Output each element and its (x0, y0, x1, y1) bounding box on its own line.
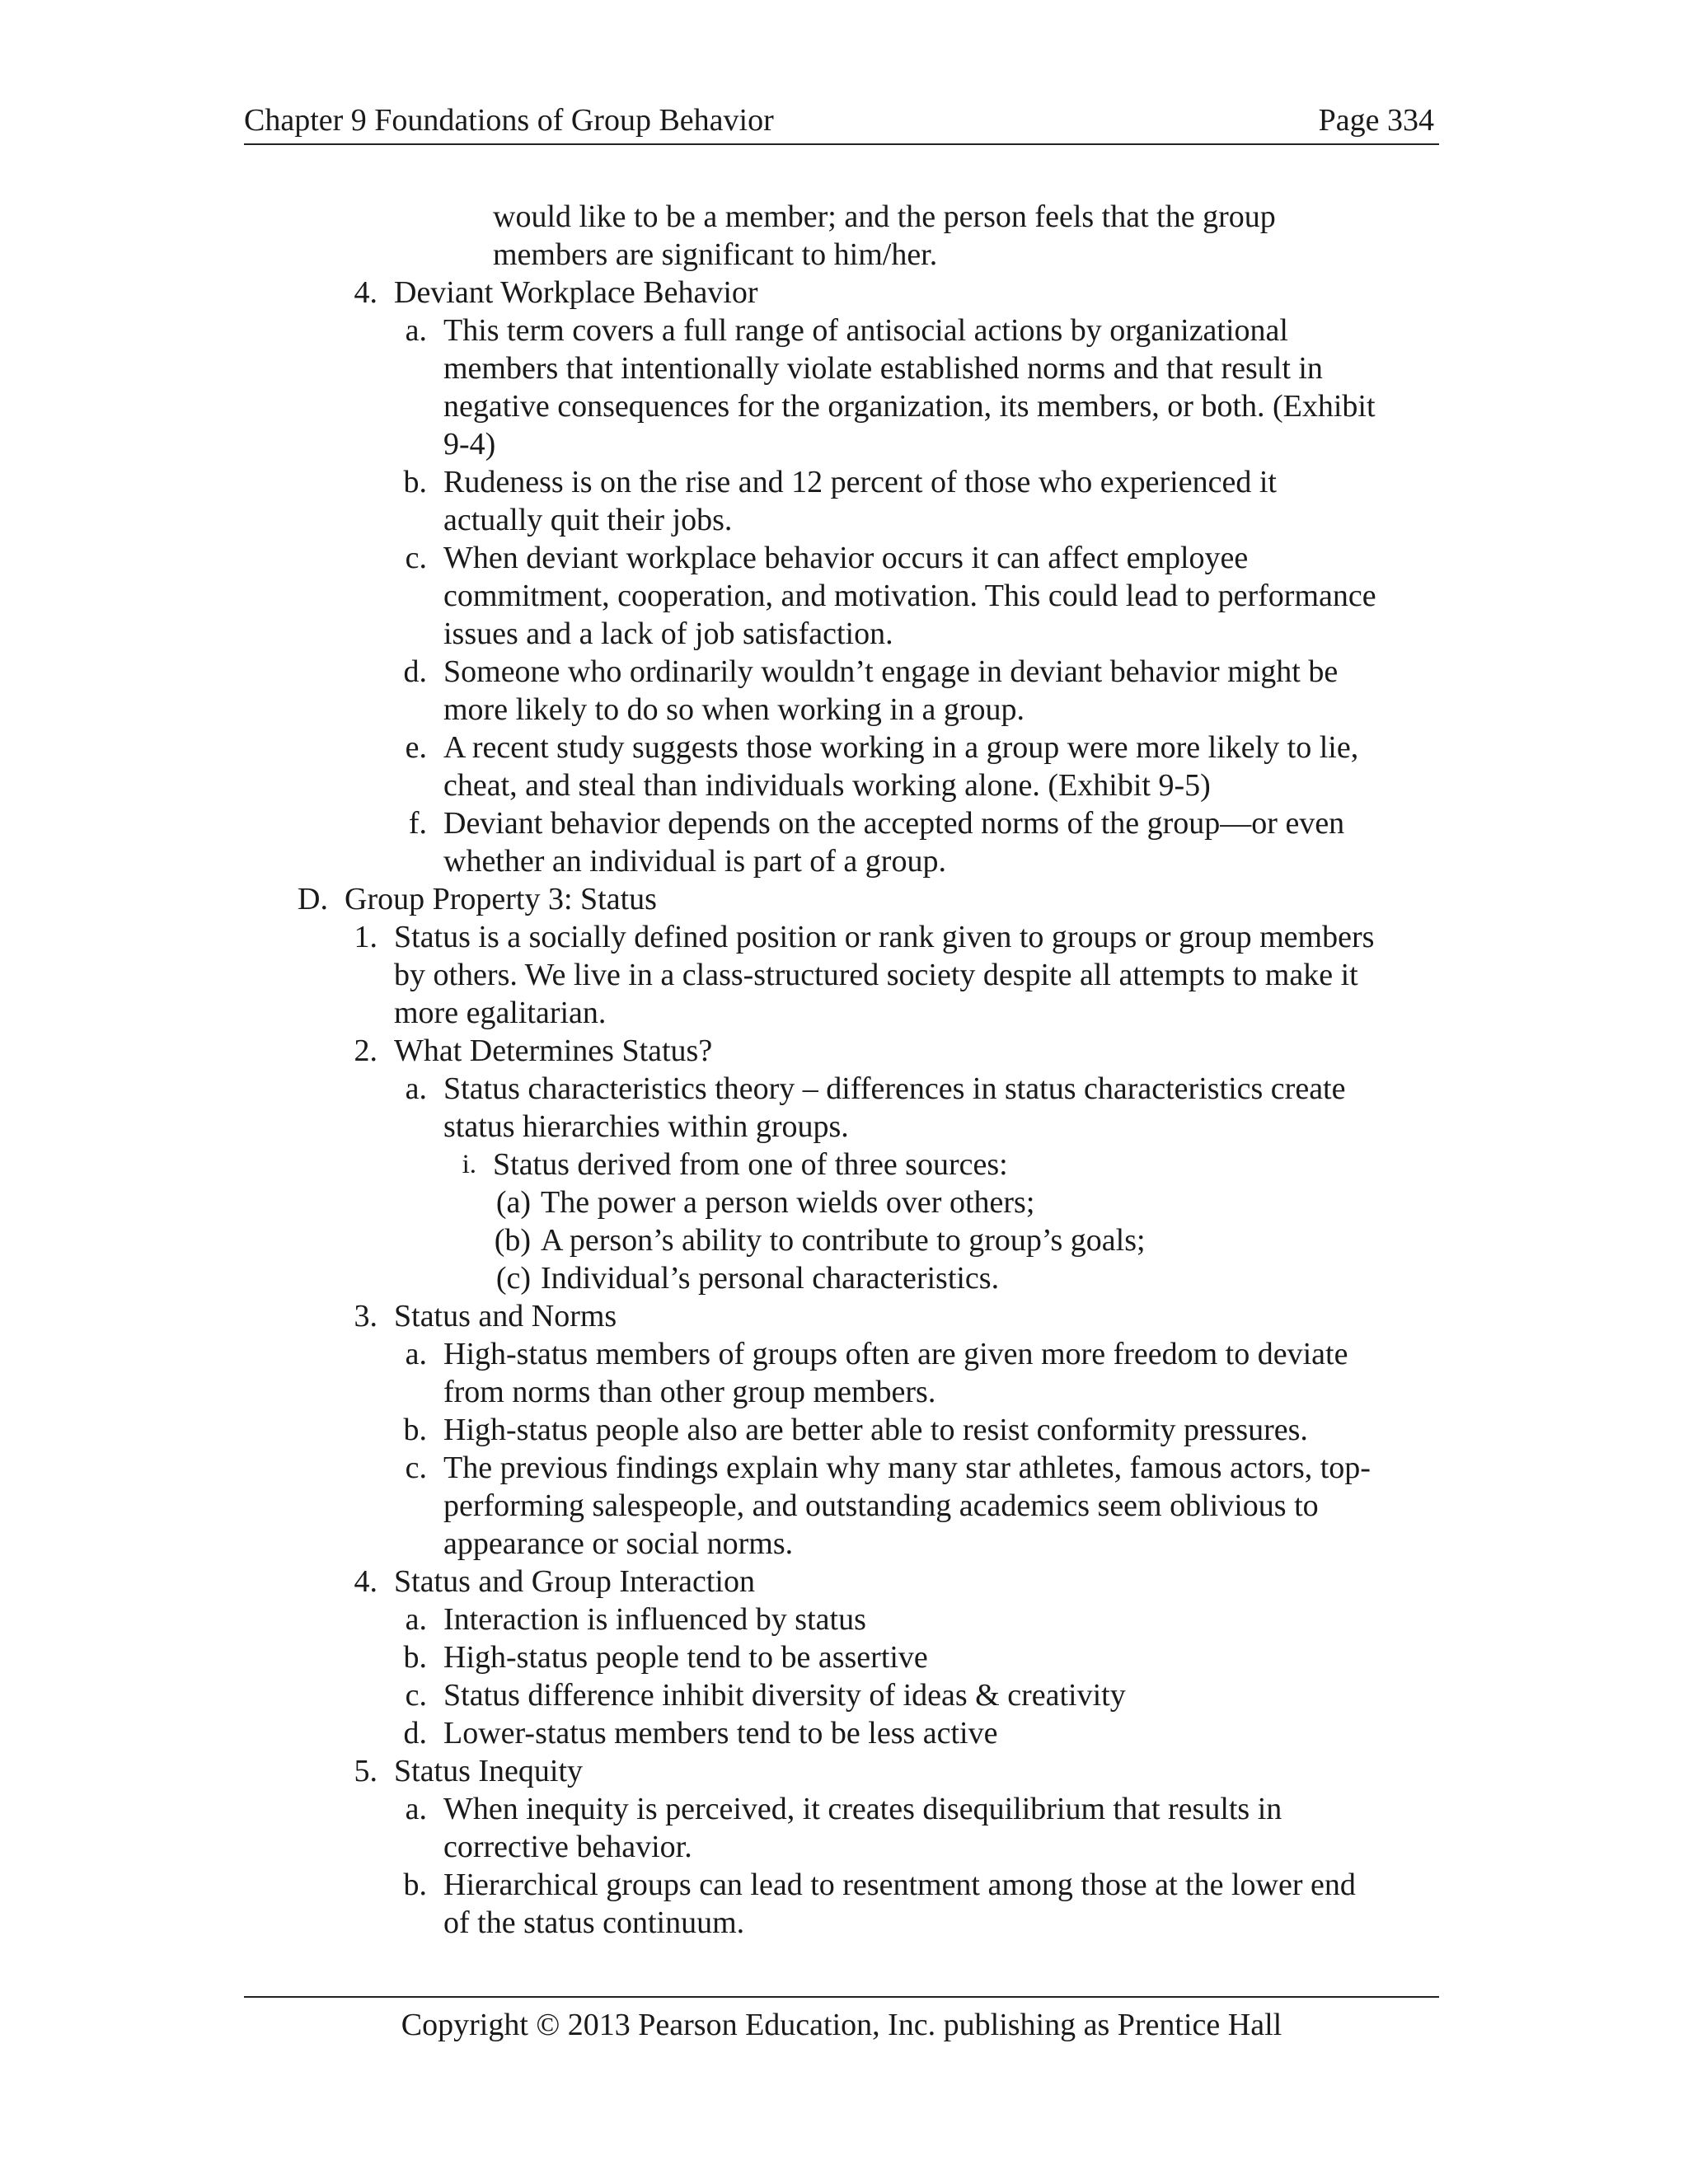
outline-text: more likely to do so when working in a group. (443, 692, 1025, 727)
outline-line (0, 1828, 1688, 1866)
outline-line (0, 804, 1688, 842)
list-marker: b. (403, 1413, 427, 1447)
outline-line (0, 1601, 1688, 1638)
list-marker: a. (405, 313, 427, 348)
outline-text: of the status continuum. (443, 1905, 745, 1940)
outline-text: Rudeness is on the rise and 12 percent of those who experienced it (443, 465, 1277, 499)
page-header (244, 97, 1439, 145)
outline-line (0, 956, 1688, 994)
outline-text: High-status people also are better able to resist conformity pressures. (443, 1413, 1308, 1447)
outline-text: members that intentionally violate established norms and that result in (443, 351, 1323, 386)
outline-text: Lower-status members tend to be less active (443, 1716, 998, 1750)
page-footer (244, 1996, 1439, 2044)
list-marker: 5. (354, 1754, 377, 1788)
list-marker: c. (405, 541, 427, 575)
outline-line (0, 1146, 1688, 1183)
chapter-title: Chapter 9 Foundations of Group Behavior (244, 103, 774, 138)
outline-line (0, 1866, 1688, 1904)
outline-line (0, 1335, 1688, 1373)
outline-line (0, 577, 1688, 615)
outline-text: from norms than other group members. (443, 1375, 936, 1409)
outline-text: A person’s ability to contribute to group’s goals; (541, 1223, 1146, 1258)
outline-line (0, 653, 1688, 691)
list-marker: a. (405, 1792, 427, 1826)
outline-line (0, 1221, 1688, 1259)
outline-text: Interaction is influenced by status (443, 1602, 866, 1637)
outline-line (0, 463, 1688, 501)
outline-line (0, 1108, 1688, 1146)
outline-text: would like to be a member; and the person feels that the group (493, 199, 1276, 234)
outline-line (0, 1411, 1688, 1449)
outline-line (0, 994, 1688, 1032)
outline-line (0, 1259, 1688, 1297)
outline-text: negative consequences for the organization, its members, or both. (Exhibit (443, 389, 1376, 424)
outline-line (0, 274, 1688, 312)
outline-text: Status and Group Interaction (394, 1564, 755, 1599)
outline-text: corrective behavior. (443, 1830, 692, 1864)
list-marker: 4. (354, 275, 377, 310)
outline-line (0, 236, 1688, 274)
outline-line (0, 1638, 1688, 1676)
outline-line (0, 387, 1688, 425)
outline-text: The previous findings explain why many star athletes, famous actors, top- (443, 1451, 1371, 1485)
outline-line (0, 349, 1688, 387)
outline-text: The power a person wields over others; (541, 1185, 1035, 1220)
outline-line (0, 1790, 1688, 1828)
outline-line (0, 880, 1688, 918)
outline-text: High-status people tend to be assertive (443, 1640, 928, 1675)
list-marker: 1. (354, 920, 377, 954)
outline-text: A recent study suggests those working in a group were more likely to lie, (443, 730, 1359, 765)
list-marker: (b) (494, 1223, 531, 1258)
outline-text: Status and Norms (394, 1299, 617, 1333)
outline-line (0, 1373, 1688, 1411)
outline-content (0, 198, 1688, 1942)
list-marker: 4. (354, 1564, 377, 1599)
outline-text: Deviant behavior depends on the accepted norms of the group—or even (443, 806, 1345, 841)
outline-line (0, 312, 1688, 349)
list-marker: e. (405, 730, 427, 765)
outline-text: status hierarchies within groups. (443, 1109, 849, 1144)
outline-text: 9-4) (443, 427, 496, 462)
list-marker: 3. (354, 1299, 377, 1333)
outline-line (0, 1449, 1688, 1487)
outline-line (0, 539, 1688, 577)
outline-line (0, 1297, 1688, 1335)
outline-text: Group Property 3: Status (345, 882, 657, 916)
outline-line (0, 1070, 1688, 1108)
list-marker: D. (298, 882, 328, 916)
outline-text: Individual’s personal characteristics. (541, 1261, 1000, 1296)
outline-line (0, 1676, 1688, 1714)
outline-line (0, 1487, 1688, 1525)
list-marker: d. (403, 654, 427, 689)
list-marker: a. (405, 1337, 427, 1371)
outline-line (0, 691, 1688, 729)
outline-text: When deviant workplace behavior occurs it can affect employee (443, 541, 1249, 575)
list-marker: a. (405, 1602, 427, 1637)
outline-text: members are significant to him/her. (493, 237, 938, 272)
outline-line (0, 1032, 1688, 1070)
outline-text: Someone who ordinarily wouldn’t engage in deviant behavior might be (443, 654, 1339, 689)
outline-text: cheat, and steal than individuals working alone. (Exhibit 9-5) (443, 768, 1211, 803)
outline-text: performing salespeople, and outstanding academics seem oblivious to (443, 1488, 1319, 1523)
outline-text: by others. We live in a class-structured society despite all attempts to make it (394, 958, 1358, 992)
outline-line (0, 766, 1688, 804)
outline-line (0, 1904, 1688, 1942)
outline-line (0, 918, 1688, 956)
list-marker: (c) (495, 1261, 531, 1296)
list-marker: 2. (354, 1033, 377, 1068)
outline-text: Deviant Workplace Behavior (394, 275, 758, 310)
list-marker: b. (403, 1868, 427, 1902)
outline-line (0, 1183, 1688, 1221)
outline-line (0, 1752, 1688, 1790)
list-marker: i. (462, 1150, 476, 1179)
outline-text: High-status members of groups often are given more freedom to deviate (443, 1337, 1348, 1371)
outline-text: This term covers a full range of antisocial actions by organizational (443, 313, 1288, 348)
outline-text: Status derived from one of three sources: (493, 1147, 1008, 1182)
outline-text: What Determines Status? (394, 1033, 713, 1068)
copyright-notice: Copyright © 2013 Pearson Education, Inc. publishing as Prentice Hall (401, 2008, 1282, 2042)
outline-text: Status is a socially defined position or rank given to groups or group members (394, 920, 1375, 954)
list-marker: b. (403, 465, 427, 499)
outline-text: When inequity is perceived, it creates disequilibrium that results in (443, 1792, 1282, 1826)
outline-text: Status difference inhibit diversity of ideas & creativity (443, 1678, 1126, 1713)
outline-text: more egalitarian. (394, 996, 607, 1030)
outline-line (0, 1525, 1688, 1563)
outline-line (0, 1563, 1688, 1601)
outline-line (0, 198, 1688, 236)
outline-text: Status Inequity (394, 1754, 584, 1788)
outline-line (0, 501, 1688, 539)
list-marker: d. (403, 1716, 427, 1750)
outline-line (0, 425, 1688, 463)
list-marker: f. (408, 806, 427, 841)
outline-line (0, 1714, 1688, 1752)
outline-text: commitment, cooperation, and motivation. This could lead to performance (443, 579, 1376, 613)
outline-text: actually quit their jobs. (443, 503, 733, 537)
outline-line (0, 729, 1688, 766)
outline-text: Status characteristics theory – differences in status characteristics create (443, 1071, 1346, 1106)
outline-text: Hierarchical groups can lead to resentment among those at the lower end (443, 1868, 1356, 1902)
list-marker: c. (405, 1451, 427, 1485)
list-marker: (a) (495, 1185, 531, 1220)
list-marker: a. (405, 1071, 427, 1106)
list-marker: c. (405, 1678, 427, 1713)
outline-line (0, 842, 1688, 880)
list-marker: b. (403, 1640, 427, 1675)
page-number: Page 334 (1318, 103, 1434, 138)
outline-text: appearance or social norms. (443, 1526, 794, 1561)
outline-line (0, 615, 1688, 653)
outline-text: issues and a lack of job satisfaction. (443, 616, 893, 651)
outline-text: whether an individual is part of a group. (443, 844, 946, 879)
